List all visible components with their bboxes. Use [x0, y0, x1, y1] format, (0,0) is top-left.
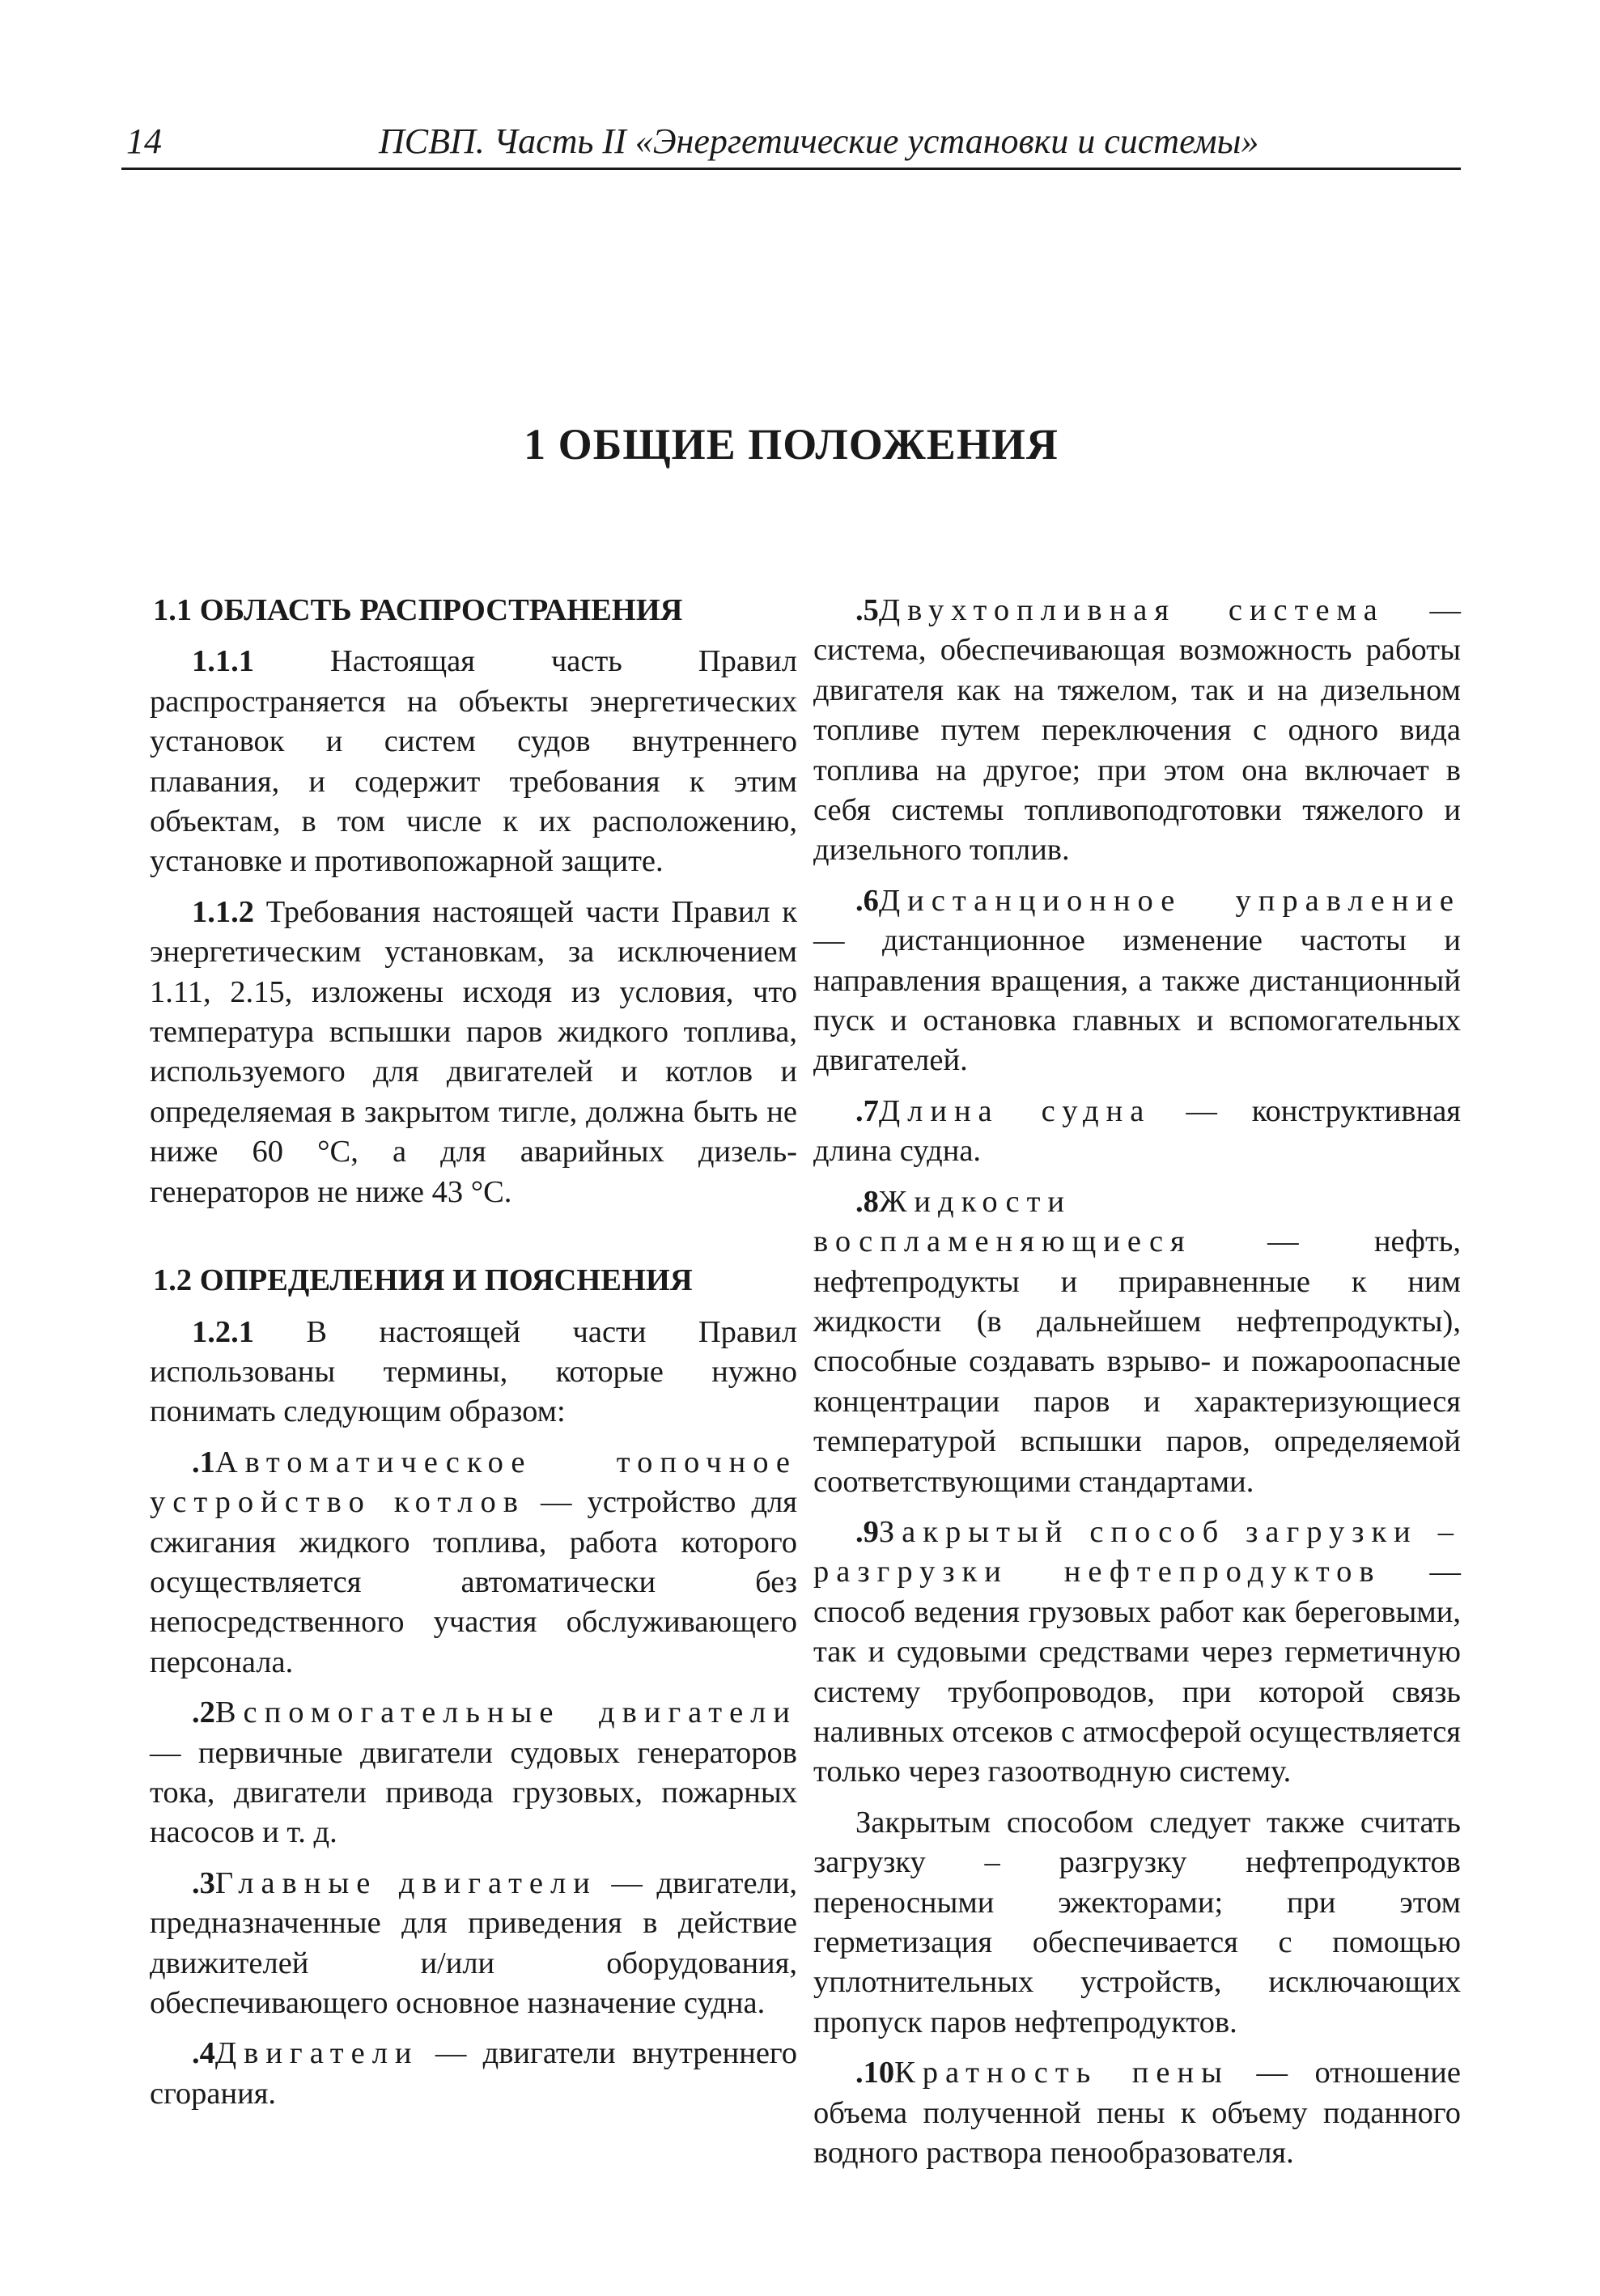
term-definition: — способ ведения грузовых работ как береговыми, так и судовыми средствами через герметичную систему трубопроводов, при которой связь наливных отсеков с атмосферой осуществляется только через газоотводную систему. — [813, 1555, 1461, 1789]
term-1 — [150, 1443, 797, 1683]
term-name: Двухтопливная система — [878, 593, 1385, 627]
paragraph-text: В настоящей части Правил использованы термины, которые нужно понимать следующим образом: — [150, 1314, 797, 1429]
page-number: 14 — [126, 121, 162, 161]
running-title: ПСВП. Часть II «Энергетические установки и системы» — [379, 121, 1259, 161]
term-name: Жидкости воспламеняющиеся — [813, 1184, 1192, 1259]
right-column — [813, 591, 1461, 2184]
term-2 — [150, 1693, 797, 1853]
term-definition: — устройство для сжигания жидкого топлива, работа которого осуществляется автоматически без непосредственного участия обслуживающего персонала. — [150, 1485, 797, 1679]
term-10 — [813, 2053, 1461, 2173]
term-5 — [813, 591, 1461, 871]
term-8 — [813, 1182, 1461, 1502]
term-number: .6 — [855, 883, 879, 918]
term-name: Дистанционное управление — [878, 883, 1461, 918]
term-3 — [150, 1864, 797, 2024]
term-number: .10 — [855, 2056, 895, 2090]
term-number: .1 — [192, 1445, 215, 1479]
term-7 — [813, 1092, 1461, 1172]
paragraph-1-1-1 — [150, 642, 797, 881]
term-name: Двигатели — [214, 2036, 419, 2071]
term-6 — [813, 881, 1461, 1081]
term-number: .3 — [192, 1865, 215, 1900]
term-definition: — двигатели, предназначенные для приведения в действие движителей и/или оборудования, обеспечивающего основное назначение судна. — [150, 1865, 798, 2020]
term-number: .9 — [855, 1514, 879, 1549]
paragraph-number: 1.2.1 — [192, 1314, 254, 1349]
term-9 — [813, 1513, 1461, 1793]
term-definition: — дистанционное изменение частоты и направления вращения, а также дистанционный пуск и остановка главных и вспомогательных двигателей. — [813, 923, 1461, 1078]
paragraph-number: 1.1.1 — [192, 644, 254, 679]
term-name: Вспомогательные двигатели — [214, 1695, 797, 1730]
term-name: Кратность пены — [894, 2056, 1229, 2090]
term-number: .4 — [192, 2036, 215, 2071]
term-number: .8 — [855, 1184, 879, 1219]
term-number: .2 — [192, 1695, 215, 1730]
term-4 — [150, 2034, 797, 2114]
section-title-1-2: 1.2 ОПРЕДЕЛЕНИЯ И ПОЯСНЕНИЯ — [153, 1263, 693, 1298]
term-number: .5 — [855, 593, 879, 627]
running-header — [121, 117, 1461, 170]
term-definition: — система, обеспечивающая возможность работы двигателя как на тяжелом, так и на дизельном топливе путем переключения с одного вида топлива на другое; при этом она включает в себя системы топливоподготовки тяжелого и дизельного топлив. — [813, 593, 1461, 868]
paragraph-text: Настоящая часть Правил распространяется на объекты энергетических установок и систем судов внутреннего плавания, и содержит требования к этим объектам, в том числе к их расположению, установке и противопожарной защите. — [150, 644, 797, 879]
term-9-note: Закрытым способом следует также считать загрузку – разгрузку нефтепродуктов переносными эжекторами; при этом герметизация обеспечивается с помощью уплотнительных устройств, исключающих пропуск паров нефтепродуктов. — [813, 1805, 1461, 2039]
chapter-title: 1 ОБЩИЕ ПОЛОЖЕНИЯ — [524, 420, 1059, 469]
section-title-1-1: 1.1 ОБЛАСТЬ РАСПРОСТРАНЕНИЯ — [153, 593, 683, 627]
term-name: Закрытый способ загрузки – разгрузки нефтепродуктов — [813, 1514, 1461, 1589]
term-definition: — нефть, нефтепродукты и приравненные к ним жидкости (в дальнейшем нефтепродукты), способные создавать взрыво- и пожароопасные концентрации паров и характеризующиеся температурой вспышки паров, определяемой соответствующими стандартами. — [813, 1224, 1461, 1499]
term-name: Главные двигатели — [214, 1865, 597, 1900]
term-number: .7 — [855, 1093, 879, 1128]
term-name: Длина судна — [878, 1093, 1152, 1128]
term-definition: — двигатели внутреннего сгорания. — [150, 2036, 797, 2111]
paragraph-1-1-2 — [150, 893, 797, 1212]
left-column — [150, 591, 797, 2124]
term-definition: — конструктивная длина судна. — [813, 1093, 1461, 1169]
term-definition: — первичные двигатели судовых генераторов тока, двигатели привода грузовых, пожарных насосов и т. д. — [150, 1735, 797, 1850]
paragraph-1-2-1 — [150, 1313, 797, 1432]
term-definition: — отношение объема полученной пены к объему поданного водного раствора пенообразователя. — [813, 2056, 1462, 2171]
paragraph-number: 1.1.2 — [192, 894, 254, 929]
paragraph-text: Требования настоящей части Правил к энергетическим установкам, за исключением 1.11, 2.15, изложены исходя из условия, что температура вспышки паров жидкого топлива, используемого для двигателей и котлов и определяемая в закрытом тигле, должна быть не ниже 60 °C, а для аварийных дизель-генераторов не ниже 43 °C. — [150, 894, 797, 1209]
term-name: Автоматическое топочное устройство котлов — [150, 1445, 797, 1520]
